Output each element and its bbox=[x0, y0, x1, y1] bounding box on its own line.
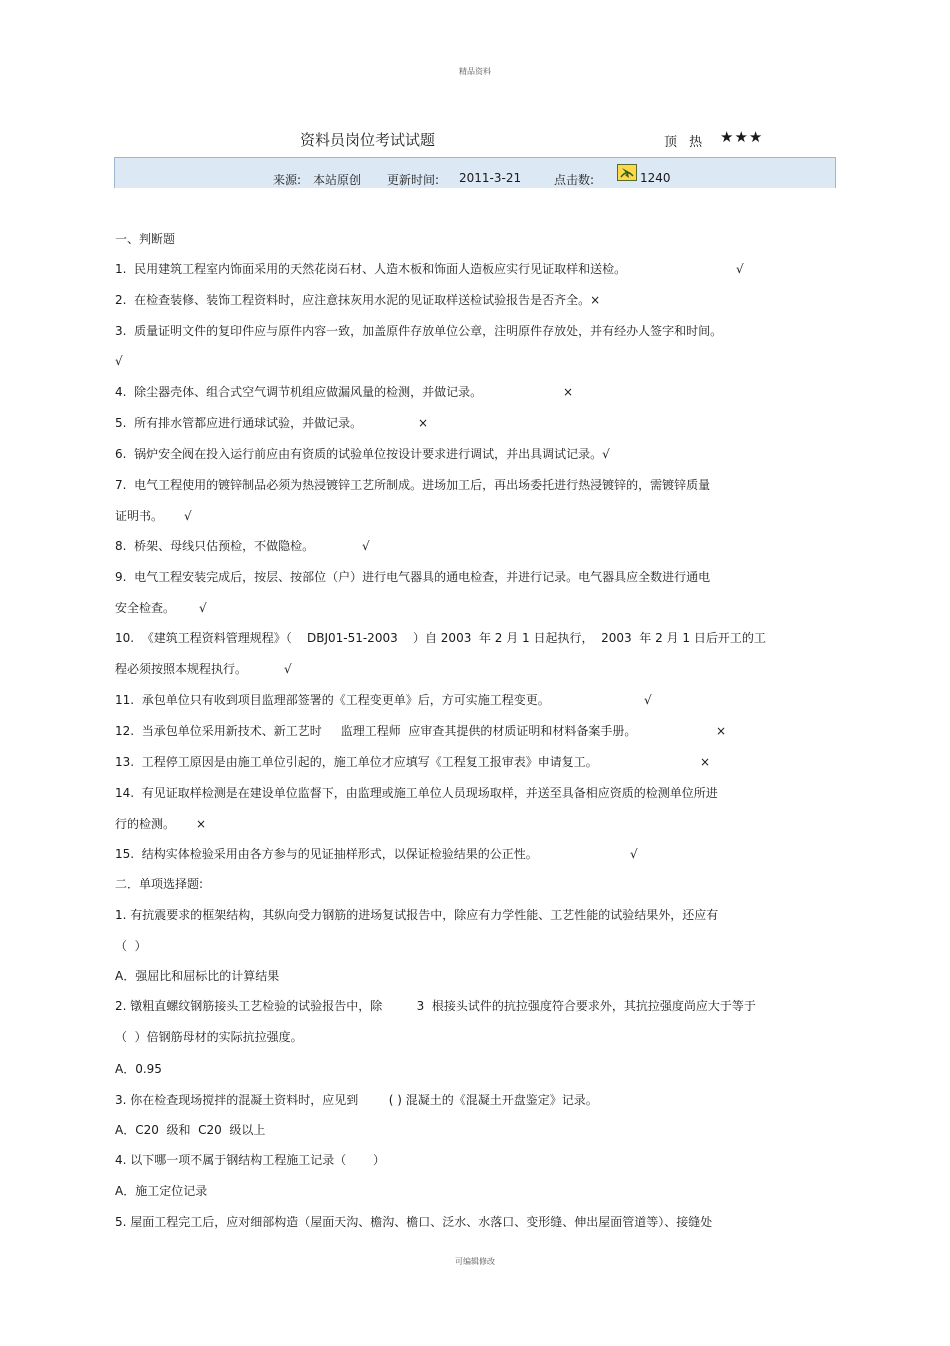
question-line: 1. 有抗震要求的框架结构，其纵向受力钢筋的进场复试报告中，除应有力学性能、工艺性能的试验结果外，还应有 bbox=[115, 908, 719, 922]
question-line: （ ） bbox=[115, 939, 147, 953]
question-line: 7. 电气工程使用的镀锌制品必须为热浸镀锌工艺所制成。进场加工后，再出场委托进行热浸镀锌的，需镀锌质量 bbox=[115, 478, 711, 492]
question-line: √ bbox=[115, 354, 123, 368]
answer-mark: √ bbox=[184, 509, 192, 523]
answer-option: A．施工定位记录 bbox=[115, 1184, 208, 1198]
question-line: 证明书。 bbox=[115, 509, 164, 523]
question-line: 13. 工程停工原因是由施工单位引起的，施工单位才应填写《工程复工报审表》申请复工。 bbox=[115, 755, 598, 769]
section-heading: 一、判断题 bbox=[115, 232, 176, 246]
question-line: 9. 电气工程安装完成后，按层、按部位（户）进行电气器具的通电检查，并进行记录。电气器具应全数进行通电 bbox=[115, 570, 711, 584]
answer-mark: × bbox=[700, 755, 711, 769]
question-line: 4. 以下哪一项不属于钢结构工程施工记录（ ） bbox=[115, 1153, 385, 1167]
rating-stars: ★★★ bbox=[720, 128, 764, 146]
answer-option: A．C20 级和 C20 级以上 bbox=[115, 1123, 266, 1137]
question-line: 4. 除尘器壳体、组合式空气调节机组应做漏风量的检测，并做记录。 bbox=[115, 385, 483, 399]
page-footer-note: 可编辑修改 bbox=[455, 1257, 495, 1266]
question-line: 行的检测。 bbox=[115, 817, 176, 831]
question-line: 6. 锅炉安全阀在投入运行前应由有资质的试验单位按设计要求进行调试，并出具调试记录。√ bbox=[115, 447, 610, 461]
answer-mark: √ bbox=[630, 847, 638, 861]
answer-option: A．0.95 bbox=[115, 1062, 162, 1076]
question-line: 15. 结构实体检验采用由各方参与的见证抽样形式，以保证检验结果的公正性。 bbox=[115, 847, 538, 861]
question-line: 14. 有见证取样检测是在建设单位监督下，由监理或施工单位人员现场取样，并送至具备相应资质的检测单位所进 bbox=[115, 786, 718, 800]
update-date: 2011-3-21 bbox=[459, 171, 522, 185]
question-line: 程必须按照本规程执行。 bbox=[115, 662, 248, 676]
answer-mark: × bbox=[716, 724, 727, 738]
hit-counter-icon bbox=[617, 164, 637, 181]
question-line: 5. 所有排水管都应进行通球试验，并做记录。 bbox=[115, 416, 363, 430]
hot-label: 顶 热 bbox=[664, 135, 707, 150]
page-header-note: 精品资料 bbox=[459, 67, 491, 76]
question-line: 2. 镦粗直螺纹钢筋接头工艺检验的试验报告中，除 3 根接头试件的抗拉强度符合要求外，其抗拉强度尚应大于等于 bbox=[115, 999, 756, 1013]
update-label: 更新时间: bbox=[387, 173, 440, 187]
answer-mark: × bbox=[563, 385, 574, 399]
answer-mark: √ bbox=[284, 662, 292, 676]
question-line: 1. 民用建筑工程室内饰面采用的天然花岗石材、人造木板和饰面人造板应实行见证取样和送检。 bbox=[115, 262, 627, 276]
answer-mark: × bbox=[196, 817, 207, 831]
answer-mark: √ bbox=[736, 262, 744, 276]
question-line: 2. 在检查装修、装饰工程资料时，应注意抹灰用水泥的见证取样送检试验报告是否齐全。× bbox=[115, 293, 601, 307]
question-line: 3. 质量证明文件的复印件应与原件内容一致，加盖原件存放单位公章，注明原件存放处，并有经办人签字和时间。 bbox=[115, 324, 723, 338]
question-line: 10. 《建筑工程资料管理规程》（ DBJ01-51-2003 ）自 2003 年 2 月 1 日起执行， 2003 年 2 月 1 日后开工的工 bbox=[115, 631, 766, 645]
question-line: 3. 你在检查现场搅拌的混凝土资料时，应见到 ( ) 混凝土的《混凝土开盘鉴定》记录。 bbox=[115, 1093, 598, 1107]
answer-mark: √ bbox=[362, 539, 370, 553]
answer-mark: × bbox=[418, 416, 429, 430]
clicks-value: 1240 bbox=[640, 171, 671, 185]
page-title: 资料员岗位考试试题 bbox=[300, 131, 436, 149]
question-line: 11. 承包单位只有收到项目监理部签署的《工程变更单》后，方可实施工程变更。 bbox=[115, 693, 550, 707]
answer-option: A．强屈比和屈标比的计算结果 bbox=[115, 969, 280, 983]
article-info-bar bbox=[114, 157, 836, 188]
source-value: 本站原创 bbox=[313, 173, 362, 187]
question-line: 8. 桥架、母线只估预检，不做隐检。 bbox=[115, 539, 315, 553]
answer-mark: √ bbox=[644, 693, 652, 707]
question-line: 12. 当承包单位采用新技术、新工艺时 监理工程师 应审查其提供的材质证明和材料备案手册。 bbox=[115, 724, 637, 738]
question-line: 5. 屋面工程完工后，应对细部构造（屋面天沟、檐沟、檐口、泛水、水落口、变形缝、伸出屋面管道等）、接缝处 bbox=[115, 1215, 713, 1229]
answer-mark: √ bbox=[199, 601, 207, 615]
source-label: 来源: bbox=[273, 173, 302, 187]
question-line: （ ）倍钢筋母材的实际抗拉强度。 bbox=[115, 1030, 303, 1044]
question-line: 安全检查。 bbox=[115, 601, 176, 615]
section-heading: 二．单项选择题: bbox=[115, 877, 204, 891]
clicks-label: 点击数: bbox=[554, 173, 595, 187]
